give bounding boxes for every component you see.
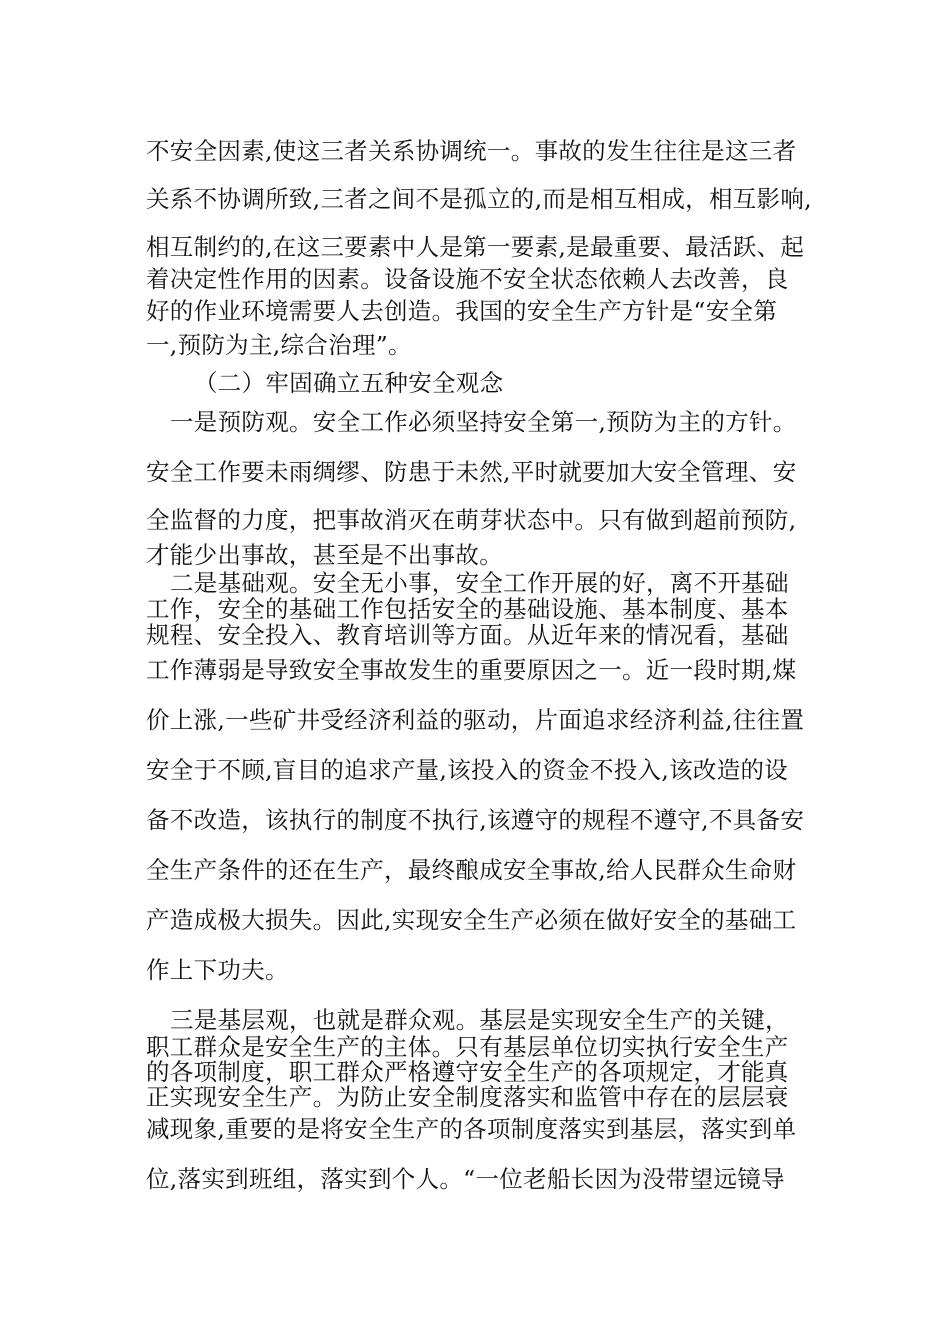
- text-line: 关系不协调所致,三者之间不是孤立的,而是相互相成，相互影响,: [146, 185, 812, 213]
- text-line: 着决定性作用的因素。设备设施不安全状态依赖人去改善，良: [146, 265, 789, 293]
- text-line: 安全于不顾,盲目的追求产量,该投入的资金不投入,该改造的设: [146, 756, 789, 784]
- text-line: 才能少出事故，甚至是不出事故。: [146, 541, 503, 569]
- text-line: 全监督的力度，把事故消灭在萌芽状态中。只有做到超前预防,: [146, 506, 797, 534]
- text-line: 全生产条件的还在生产，最终酿成安全事故,给人民群众生命财: [146, 856, 797, 884]
- text-line: 备不改造，该执行的制度不执行,该遵守的规程不遵守,不具备安: [146, 806, 805, 834]
- text-line: 工作，安全的基础工作包括安全的基础设施、基本制度、基本: [146, 595, 789, 623]
- text-line: 二是基础观。安全无小事，安全工作开展的好，离不开基础: [170, 569, 789, 597]
- text-line: 不安全因素,使这三者关系协调统一。事故的发生往往是这三者: [146, 137, 797, 165]
- text-line: 价上涨,一些矿井受经济利益的驱动，片面追求经济利益,往往置: [146, 706, 805, 734]
- text-line: 产造成极大损失。因此,实现安全生产必须在做好安全的基础工: [146, 906, 797, 934]
- text-line: 减现象,重要的是将安全生产的各项制度落实到基层，落实到单: [146, 1115, 797, 1143]
- text-line: 相互制约的,在这三要素中人是第一要素,是最重要、最活跃、起: [146, 233, 805, 261]
- text-line: 一,预防为主,综合治理”。: [146, 331, 412, 359]
- text-line: 工作薄弱是导致安全事故发生的重要原因之一。近一段时期,煤: [146, 656, 797, 684]
- text-line: 三是基层观，也就是群众观。基层是实现安全生产的关键，: [170, 1006, 789, 1034]
- section-heading: （二）牢固确立五种安全观念: [194, 369, 504, 397]
- text-line: 正实现安全生产。为防止安全制度落实和监管中存在的层层衰: [146, 1083, 789, 1111]
- text-line: 职工群众是安全生产的主体。只有基层单位切实执行安全生产: [146, 1033, 789, 1061]
- text-line: 安全工作要未雨绸缪、防患于未然,平时就要加大安全管理、安: [146, 458, 797, 486]
- text-line: 作上下功夫。: [146, 956, 289, 984]
- text-line: 的各项制度，职工群众严格遵守安全生产的各项规定，才能真: [146, 1058, 789, 1086]
- text-line: 好的作业环境需要人去创造。我国的安全生产方针是“安全第: [146, 297, 778, 325]
- text-line: 一是预防观。安全工作必须坚持安全第一,预防为主的方针。: [170, 408, 797, 436]
- text-line: 位,落实到班组，落实到个人。“一位老船长因为没带望远镜导: [146, 1165, 785, 1193]
- text-line: 规程、安全投入、教育培训等方面。从近年来的情况看，基础: [146, 621, 789, 649]
